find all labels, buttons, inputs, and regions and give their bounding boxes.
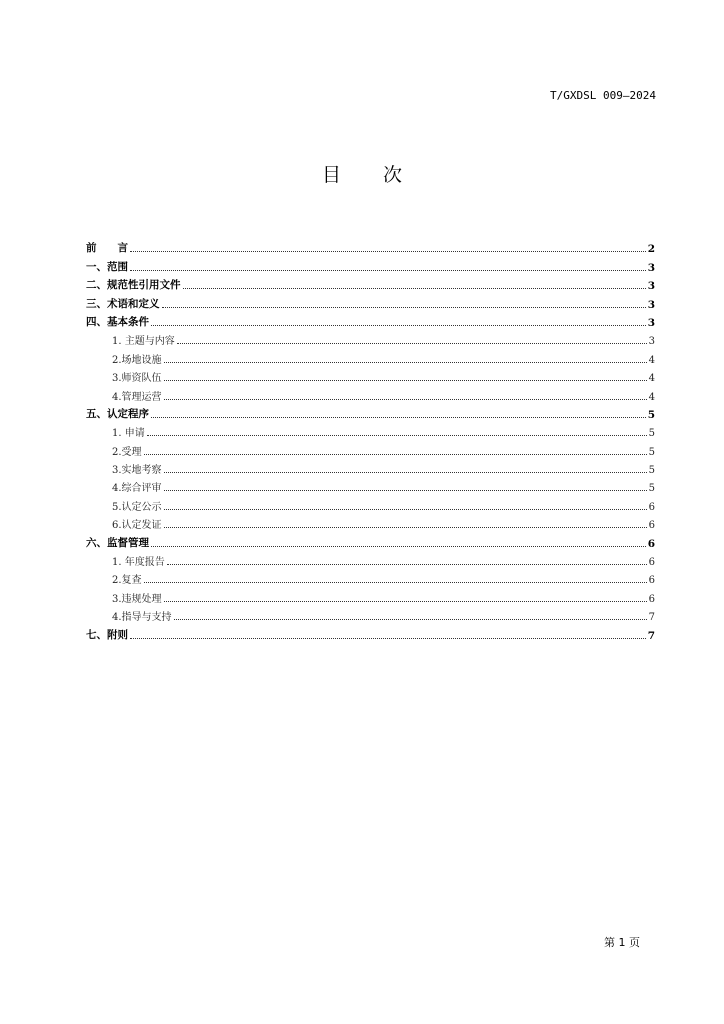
toc-dot-leader: [151, 417, 646, 418]
toc-entry-page: 5: [648, 465, 655, 477]
toc-dot-leader: [164, 399, 647, 400]
toc-entry[interactable]: [86, 384, 655, 402]
table-of-contents: [86, 237, 655, 642]
toc-entry-page: 3: [648, 336, 655, 348]
toc-entry[interactable]: [86, 605, 655, 623]
toc-entry-label: 5.认定公示: [112, 501, 162, 513]
toc-dot-leader: [164, 362, 647, 363]
toc-entry-page: 5: [648, 446, 655, 458]
toc-entry[interactable]: [86, 292, 655, 310]
toc-entry-label: 2.场地设施: [112, 354, 162, 366]
toc-entry-page: 6: [648, 557, 655, 569]
toc-entry[interactable]: [86, 366, 655, 384]
toc-entry-page: 2: [647, 243, 655, 256]
toc-dot-leader: [162, 307, 646, 308]
toc-entry-page: 5: [648, 428, 655, 440]
toc-entry-page: 6: [648, 575, 655, 587]
toc-entry-page: 6: [647, 537, 655, 550]
toc-entry[interactable]: [86, 513, 655, 531]
toc-dot-leader: [130, 251, 646, 252]
toc-entry-label: 三、术语和定义: [86, 297, 160, 310]
toc-entry-page: 5: [648, 483, 655, 495]
toc-entry[interactable]: [86, 494, 655, 512]
toc-entry[interactable]: [86, 403, 655, 421]
toc-entry-label: 3.实地考察: [112, 465, 162, 477]
toc-entry[interactable]: [86, 568, 655, 586]
toc-dot-leader: [130, 270, 646, 271]
toc-entry-label: 3.师资队伍: [112, 373, 162, 385]
toc-entry-label: 4.管理运营: [112, 391, 162, 403]
toc-entry-label: 1. 主题与内容: [112, 336, 175, 348]
toc-entry-label: 五、认定程序: [86, 407, 149, 420]
toc-dot-leader: [164, 472, 647, 473]
toc-dot-leader: [130, 638, 646, 639]
document-code: T/GXDSL 009—2024: [550, 89, 656, 102]
toc-entry[interactable]: [86, 458, 655, 476]
toc-entry[interactable]: [86, 274, 655, 292]
toc-entry[interactable]: [86, 439, 655, 457]
toc-entry-page: 6: [648, 520, 655, 532]
toc-dot-leader: [164, 490, 647, 491]
toc-dot-leader: [164, 509, 647, 510]
toc-entry-label: 六、监督管理: [86, 536, 149, 549]
toc-title-char-1: 目: [321, 164, 341, 186]
toc-entry-page: 7: [647, 629, 655, 642]
toc-entry[interactable]: [86, 531, 655, 549]
toc-dot-leader: [144, 454, 647, 455]
toc-entry-label: 4.指导与支持: [112, 612, 172, 624]
toc-entry-label: 3.违规处理: [112, 593, 162, 605]
toc-dot-leader: [164, 601, 647, 602]
toc-dot-leader: [144, 582, 647, 583]
toc-entry[interactable]: [86, 311, 655, 329]
toc-title: [0, 160, 724, 187]
toc-dot-leader: [164, 380, 647, 381]
toc-entry[interactable]: [86, 329, 655, 347]
toc-entry[interactable]: [86, 586, 655, 604]
toc-dot-leader: [177, 343, 647, 344]
toc-entry-label: 前 言: [86, 242, 128, 255]
toc-title-char-2: 次: [383, 164, 403, 186]
toc-entry-label: 6.认定发证: [112, 520, 162, 532]
toc-entry-page: 6: [648, 501, 655, 513]
toc-entry[interactable]: [86, 476, 655, 494]
toc-entry-page: 6: [648, 593, 655, 605]
toc-entry-page: 4: [648, 391, 655, 403]
toc-entry-label: 4.综合评审: [112, 483, 162, 495]
toc-entry-page: 3: [647, 280, 655, 293]
toc-dot-leader: [151, 546, 646, 547]
toc-entry-page: 5: [647, 408, 655, 421]
toc-entry-label: 二、规范性引用文件: [86, 279, 181, 292]
toc-entry[interactable]: [86, 550, 655, 568]
page-number: 第 1 页: [604, 936, 640, 949]
toc-entry-page: 3: [647, 316, 655, 329]
toc-entry-page: 4: [648, 354, 655, 366]
toc-dot-leader: [183, 288, 646, 289]
toc-entry[interactable]: [86, 623, 655, 641]
toc-dot-leader: [167, 564, 647, 565]
toc-entry-label: 四、基本条件: [86, 315, 149, 328]
toc-dot-leader: [147, 435, 647, 436]
toc-entry[interactable]: [86, 347, 655, 365]
toc-entry-page: 3: [647, 298, 655, 311]
toc-entry-label: 1. 申请: [112, 428, 145, 440]
toc-entry-label: 1. 年度报告: [112, 557, 165, 569]
toc-dot-leader: [174, 619, 647, 620]
toc-entry-page: 7: [648, 612, 655, 624]
toc-entry-page: 3: [647, 261, 655, 274]
toc-entry[interactable]: [86, 255, 655, 273]
toc-entry-page: 4: [648, 373, 655, 385]
toc-dot-leader: [164, 527, 647, 528]
toc-entry-label: 2.受理: [112, 446, 142, 458]
toc-dot-leader: [151, 325, 646, 326]
toc-entry[interactable]: [86, 237, 655, 255]
toc-entry-label: 一、范围: [86, 260, 128, 273]
toc-entry[interactable]: [86, 421, 655, 439]
toc-entry-label: 七、附则: [86, 628, 128, 641]
toc-entry-label: 2.复查: [112, 575, 142, 587]
